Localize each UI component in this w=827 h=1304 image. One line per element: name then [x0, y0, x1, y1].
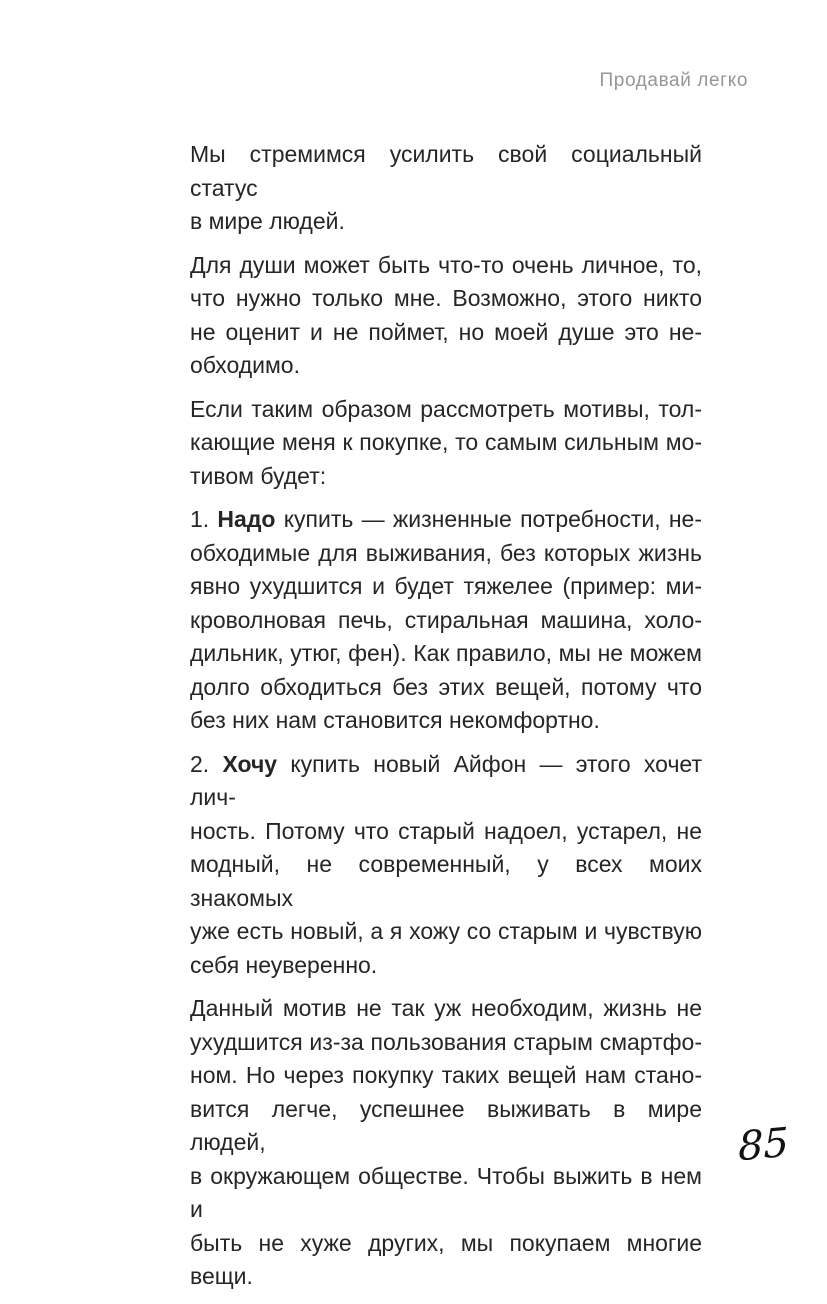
- text-line: ном. Но через покупку таких вещей нам стано-: [190, 1062, 702, 1088]
- text-line: себя неуверенно.: [190, 951, 378, 978]
- text-line: долго обходиться без этих вещей, потому что: [190, 673, 702, 700]
- text-line: ность. Потому что старый надоел, устарел, не: [190, 817, 702, 844]
- text-segment: купить — жизненные потребности, не-: [275, 506, 702, 532]
- running-header: Продавай легко: [599, 70, 748, 91]
- paragraph: [190, 748, 702, 983]
- bold-text: Надо: [217, 506, 276, 532]
- text-line: ухудшится из-за пользования старым смартфо-: [190, 1028, 702, 1055]
- text-line: кроволновая печь, стиральная машина, холо-: [190, 606, 702, 633]
- text-line: обходимые для выживания, без которых жизнь: [190, 539, 702, 566]
- text-line: в окружающем обществе. Чтобы выжить в нем и: [190, 1162, 702, 1222]
- paragraph: [190, 393, 702, 494]
- paragraph: [190, 992, 702, 1294]
- text-line: [190, 503, 702, 537]
- text-segment: купить новый Айфон — этого хочет лич-: [190, 750, 702, 810]
- text-segment: 2.: [190, 750, 223, 777]
- text-line: явно ухудшится и будет тяжелее (пример: ми-: [190, 573, 702, 599]
- text-line: дильник, утюг, фен). Как правило, мы не можем: [190, 640, 702, 666]
- paragraph: [190, 503, 702, 738]
- handwritten-page-number: 85: [737, 1119, 790, 1171]
- text-line: вится легче, успешнее выживать в мире людей,: [190, 1095, 702, 1155]
- paragraph: [190, 249, 702, 383]
- text-line: Если таким образом рассмотреть мотивы, тол-: [190, 395, 702, 422]
- text-line: не оценит и не поймет, но моей душе это не-: [190, 318, 702, 345]
- paragraph: [190, 138, 702, 239]
- text-line: кающие меня к покупке, то самым сильным мо-: [190, 429, 702, 455]
- text-segment: 1.: [190, 506, 218, 532]
- page-body-text: [190, 138, 702, 1304]
- text-line: без них нам становится некомфортно.: [190, 707, 600, 733]
- text-line: Мы стремимся усилить свой социальный статус: [190, 141, 702, 201]
- text-line: модный, не современный, у всех моих знакомых: [190, 851, 702, 911]
- text-line: в мире людей.: [190, 208, 345, 234]
- text-line: что нужно только мне. Возможно, этого никто: [190, 285, 702, 311]
- text-line: Данный мотив не так уж необходим, жизнь не: [190, 995, 702, 1021]
- text-line: Для души может быть что-то очень личное, то,: [190, 251, 702, 278]
- text-line: обходимо.: [190, 352, 300, 378]
- text-line: тивом будет:: [190, 462, 327, 489]
- text-line: [190, 748, 702, 815]
- bold-text: Хочу: [222, 750, 278, 777]
- text-line: уже есть новый, а я хожу со старым и чувствую: [190, 918, 702, 944]
- text-line: быть не хуже других, мы покупаем многие вещи.: [190, 1229, 702, 1289]
